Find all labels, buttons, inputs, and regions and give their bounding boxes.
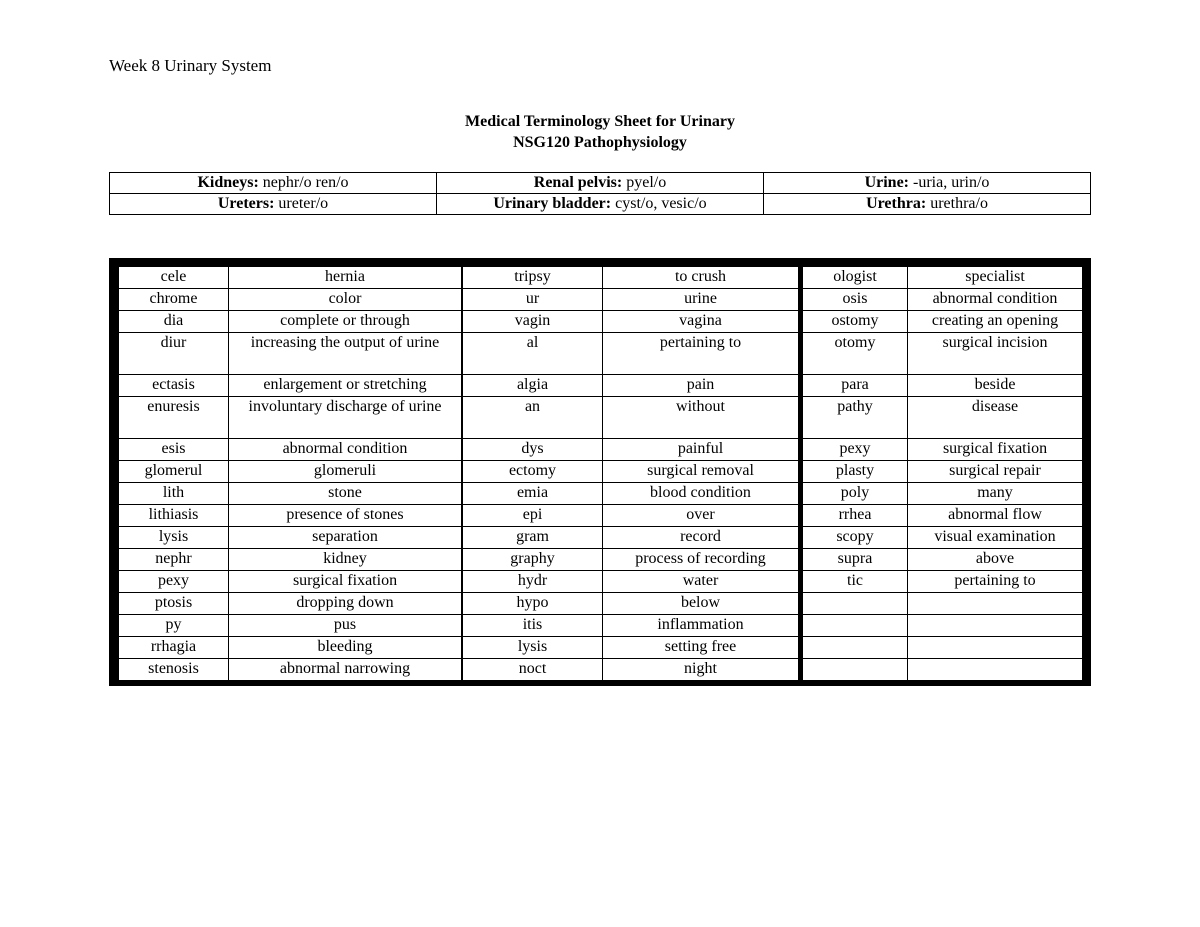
term-row — [463, 549, 799, 571]
term-part — [803, 637, 908, 659]
term-meaning: surgical fixation — [908, 439, 1083, 461]
terms-column-1 — [118, 266, 462, 681]
term-part: graphy — [463, 549, 603, 571]
term-row — [463, 483, 799, 505]
term-row — [463, 659, 799, 681]
term-meaning: increasing the output of urine — [229, 333, 462, 375]
term-row — [803, 505, 1083, 527]
term-row — [119, 439, 462, 461]
term-meaning: process of recording — [603, 549, 799, 571]
term-part: chrome — [119, 289, 229, 311]
term-part: dia — [119, 311, 229, 333]
term-row — [119, 333, 462, 375]
term-row — [119, 571, 462, 593]
term-part: al — [463, 333, 603, 375]
term-part — [803, 659, 908, 681]
term-part: ostomy — [803, 311, 908, 333]
term-meaning: disease — [908, 397, 1083, 439]
term-part: pexy — [803, 439, 908, 461]
roots-cell — [437, 194, 764, 215]
term-row — [119, 267, 462, 289]
terms-table-frame — [109, 258, 1091, 686]
roots-value: -uria, urin/o — [909, 174, 990, 191]
term-part: lithiasis — [119, 505, 229, 527]
term-part: an — [463, 397, 603, 439]
term-row — [803, 549, 1083, 571]
roots-value: ureter/o — [274, 195, 329, 212]
term-part: rrhagia — [119, 637, 229, 659]
term-row — [119, 505, 462, 527]
term-meaning: over — [603, 505, 799, 527]
term-row — [803, 375, 1083, 397]
terms-table-2 — [462, 266, 799, 681]
term-part: lysis — [463, 637, 603, 659]
term-meaning: abnormal flow — [908, 505, 1083, 527]
term-row — [119, 637, 462, 659]
roots-label: Urethra: — [866, 195, 927, 212]
roots-cell — [110, 173, 437, 194]
term-row — [463, 637, 799, 659]
document-title — [0, 111, 1200, 153]
term-row — [119, 311, 462, 333]
term-meaning: pus — [229, 615, 462, 637]
term-meaning: above — [908, 549, 1083, 571]
term-meaning: involuntary discharge of urine — [229, 397, 462, 439]
roots-value: cyst/o, vesic/o — [611, 195, 707, 212]
roots-cell — [437, 173, 764, 194]
term-part: pathy — [803, 397, 908, 439]
term-part: lith — [119, 483, 229, 505]
term-meaning: without — [603, 397, 799, 439]
term-meaning: dropping down — [229, 593, 462, 615]
term-meaning: urine — [603, 289, 799, 311]
term-row — [803, 267, 1083, 289]
term-row — [803, 571, 1083, 593]
term-part: otomy — [803, 333, 908, 375]
term-meaning: creating an opening — [908, 311, 1083, 333]
term-row — [119, 549, 462, 571]
term-meaning: vagina — [603, 311, 799, 333]
term-part: poly — [803, 483, 908, 505]
term-part: diur — [119, 333, 229, 375]
term-row — [463, 375, 799, 397]
term-meaning: night — [603, 659, 799, 681]
document-header: Week 8 Urinary System — [109, 56, 272, 75]
roots-cell — [764, 173, 1091, 194]
term-meaning — [908, 615, 1083, 637]
term-part: gram — [463, 527, 603, 549]
term-row — [463, 571, 799, 593]
term-meaning: glomeruli — [229, 461, 462, 483]
term-part: pexy — [119, 571, 229, 593]
term-meaning: beside — [908, 375, 1083, 397]
terms-table-1 — [118, 266, 462, 681]
terms-column-3 — [802, 266, 1083, 681]
term-row — [119, 461, 462, 483]
term-meaning: visual examination — [908, 527, 1083, 549]
term-row — [803, 593, 1083, 615]
term-part: cele — [119, 267, 229, 289]
term-meaning: pertaining to — [908, 571, 1083, 593]
term-meaning: painful — [603, 439, 799, 461]
term-row — [803, 333, 1083, 375]
term-row — [803, 289, 1083, 311]
term-row — [119, 659, 462, 681]
roots-label: Ureters: — [217, 195, 275, 212]
term-row — [803, 659, 1083, 681]
term-part: emia — [463, 483, 603, 505]
term-row — [803, 461, 1083, 483]
term-row — [463, 461, 799, 483]
term-part: ectomy — [463, 461, 603, 483]
term-meaning: color — [229, 289, 462, 311]
term-part: plasty — [803, 461, 908, 483]
term-row — [803, 615, 1083, 637]
term-meaning: presence of stones — [229, 505, 462, 527]
roots-value: pyel/o — [622, 174, 667, 191]
term-part: scopy — [803, 527, 908, 549]
term-row — [803, 311, 1083, 333]
term-row — [463, 267, 799, 289]
term-part: algia — [463, 375, 603, 397]
term-meaning: record — [603, 527, 799, 549]
terms-column-2 — [462, 266, 799, 681]
term-part: py — [119, 615, 229, 637]
term-part — [803, 615, 908, 637]
term-part: osis — [803, 289, 908, 311]
term-row — [463, 333, 799, 375]
term-meaning: abnormal condition — [229, 439, 462, 461]
term-part: supra — [803, 549, 908, 571]
term-meaning: hernia — [229, 267, 462, 289]
term-meaning: stone — [229, 483, 462, 505]
term-part: ologist — [803, 267, 908, 289]
title-line-1: Medical Terminology Sheet for Urinary — [465, 113, 735, 130]
term-meaning: separation — [229, 527, 462, 549]
roots-row — [110, 173, 1091, 194]
term-meaning: surgical removal — [603, 461, 799, 483]
term-meaning: to crush — [603, 267, 799, 289]
term-row — [119, 375, 462, 397]
term-meaning: complete or through — [229, 311, 462, 333]
roots-value: urethra/o — [926, 195, 988, 212]
term-part: esis — [119, 439, 229, 461]
term-part: stenosis — [119, 659, 229, 681]
term-meaning: abnormal narrowing — [229, 659, 462, 681]
term-row — [803, 527, 1083, 549]
term-row — [119, 593, 462, 615]
term-meaning — [908, 637, 1083, 659]
term-meaning: blood condition — [603, 483, 799, 505]
term-row — [803, 637, 1083, 659]
term-row — [803, 483, 1083, 505]
term-part: para — [803, 375, 908, 397]
term-meaning: surgical incision — [908, 333, 1083, 375]
term-part: itis — [463, 615, 603, 637]
term-meaning: inflammation — [603, 615, 799, 637]
term-meaning: pain — [603, 375, 799, 397]
roots-label: Urinary bladder: — [493, 195, 612, 212]
term-row — [463, 593, 799, 615]
term-part: vagin — [463, 311, 603, 333]
title-line-2: NSG120 Pathophysiology — [513, 134, 687, 151]
roots-row — [110, 194, 1091, 215]
term-row — [119, 397, 462, 439]
term-meaning — [908, 659, 1083, 681]
term-part: tic — [803, 571, 908, 593]
term-row — [803, 439, 1083, 461]
roots-cell — [764, 194, 1091, 215]
term-meaning: many — [908, 483, 1083, 505]
term-part: hydr — [463, 571, 603, 593]
term-row — [463, 311, 799, 333]
term-meaning: specialist — [908, 267, 1083, 289]
roots-label: Urine: — [864, 174, 909, 191]
term-part: epi — [463, 505, 603, 527]
term-meaning: abnormal condition — [908, 289, 1083, 311]
term-part: glomerul — [119, 461, 229, 483]
term-row — [463, 505, 799, 527]
term-part: ectasis — [119, 375, 229, 397]
term-row — [463, 439, 799, 461]
roots-cell — [110, 194, 437, 215]
terms-table-3 — [802, 266, 1083, 681]
term-meaning — [908, 593, 1083, 615]
term-meaning: below — [603, 593, 799, 615]
term-row — [463, 289, 799, 311]
term-row — [463, 527, 799, 549]
term-meaning: bleeding — [229, 637, 462, 659]
term-part: dys — [463, 439, 603, 461]
roots-label: Renal pelvis: — [533, 174, 623, 191]
term-meaning: kidney — [229, 549, 462, 571]
term-meaning: water — [603, 571, 799, 593]
term-meaning: setting free — [603, 637, 799, 659]
term-part: noct — [463, 659, 603, 681]
term-meaning: enlargement or stretching — [229, 375, 462, 397]
term-row — [119, 527, 462, 549]
term-part: hypo — [463, 593, 603, 615]
term-row — [119, 289, 462, 311]
term-row — [463, 397, 799, 439]
term-part: nephr — [119, 549, 229, 571]
term-part: enuresis — [119, 397, 229, 439]
term-row — [119, 483, 462, 505]
term-meaning: surgical repair — [908, 461, 1083, 483]
term-part: tripsy — [463, 267, 603, 289]
roots-value: nephr/o ren/o — [258, 174, 349, 191]
term-meaning: surgical fixation — [229, 571, 462, 593]
term-row — [119, 615, 462, 637]
word-roots-table — [109, 172, 1091, 215]
roots-label: Kidneys: — [197, 174, 259, 191]
term-part: ur — [463, 289, 603, 311]
term-meaning: pertaining to — [603, 333, 799, 375]
term-part: rrhea — [803, 505, 908, 527]
term-part — [803, 593, 908, 615]
term-part: lysis — [119, 527, 229, 549]
term-row — [463, 615, 799, 637]
term-part: ptosis — [119, 593, 229, 615]
term-row — [803, 397, 1083, 439]
